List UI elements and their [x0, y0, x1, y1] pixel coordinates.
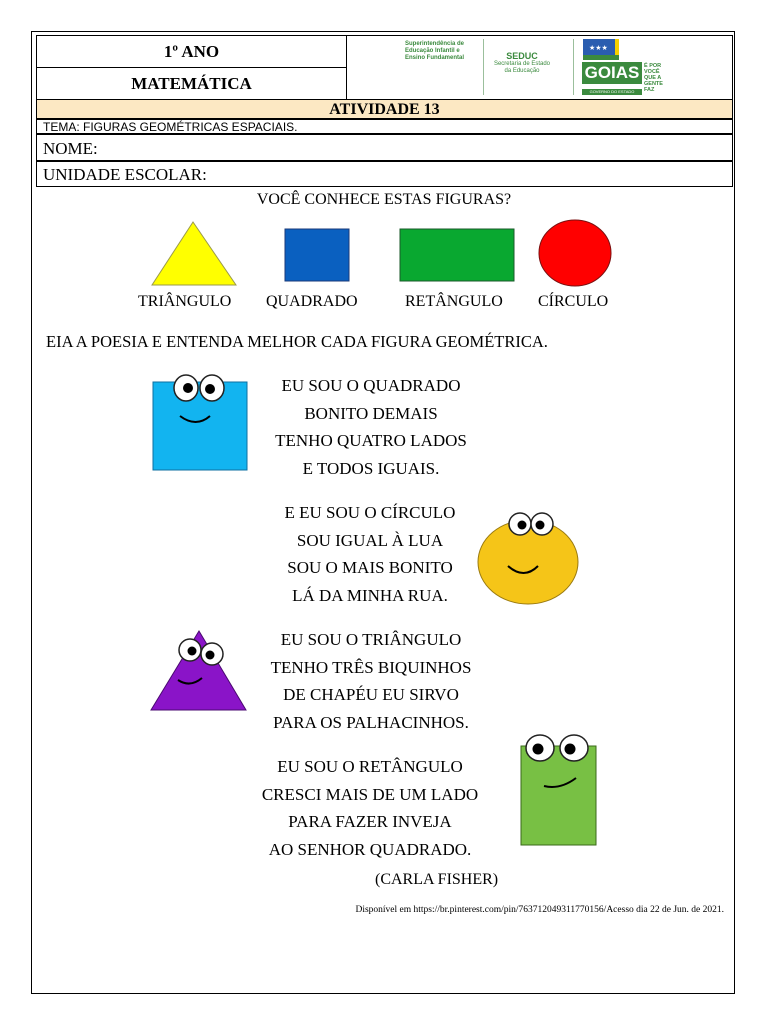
poem-line: CRESCI MAIS DE UM LADO — [261, 784, 479, 804]
poem-rectangle — [240, 753, 500, 863]
square-shape — [284, 228, 352, 284]
goias-logo-text: GOIAS — [584, 63, 640, 82]
school-field[interactable]: UNIDADE ESCOLAR: — [36, 161, 733, 187]
poem-line: AO SENHOR QUADRADO. — [268, 839, 472, 859]
goias-gov-line: GOVERNO DO ESTADO — [589, 89, 635, 94]
svg-text:★★★: ★★★ — [589, 44, 608, 52]
label-retangulo: RETÂNGULO — [405, 293, 503, 310]
circle-shape — [537, 218, 613, 288]
source-citation: Disponível em https://br.pinterest.com/pin/763712049311770156/Acesso dia 22 de Jun. de 2021. — [355, 905, 724, 915]
poem-line: PARA FAZER INVEJA — [288, 812, 452, 831]
poem-line: TENHO TRÊS BIQUINHOS — [270, 657, 472, 677]
poem-line: SOU IGUAL À LUA — [296, 530, 444, 550]
label-circulo: CÍRCULO — [538, 293, 609, 310]
poem-line: DE CHAPÉU EU SIRVO — [283, 685, 459, 704]
square-character-icon — [150, 372, 252, 474]
label-quadrado: QUADRADO — [266, 293, 358, 310]
svg-text:FAZ: FAZ — [644, 87, 655, 93]
poem-line: E EU SOU O CÍRCULO — [284, 503, 456, 522]
poem-line: EU SOU O RETÂNGULO — [277, 757, 463, 776]
poem-line: SOU O MAIS BONITO — [287, 558, 453, 577]
poem-line: TENHO QUATRO LADOS — [275, 431, 467, 450]
poem-triangle — [250, 626, 492, 736]
goias-logo — [581, 37, 671, 97]
logo-divider — [483, 39, 484, 95]
institution-logos — [405, 37, 671, 97]
rectangle-shape — [399, 228, 517, 284]
tema-label: TEMA: FIGURAS GEOMÉTRICAS ESPACIAIS. — [36, 119, 733, 134]
header-left — [36, 35, 347, 100]
circle-character-icon — [476, 510, 582, 606]
label-triangulo: TRIÂNGULO — [138, 293, 232, 310]
poem-line: BONITO DEMAIS — [304, 403, 438, 423]
logo-divider — [573, 39, 574, 95]
subject-label: MATEMÁTICA — [131, 74, 252, 93]
poem-author: (CARLA FISHER) — [375, 871, 499, 888]
svg-text:É POR: É POR — [644, 63, 662, 69]
poem-line: EU SOU O QUADRADO — [281, 376, 461, 395]
triangle-character-icon — [150, 628, 248, 714]
svg-text:GENTE: GENTE — [644, 81, 663, 87]
activity-title: ATIVIDADE 13 — [36, 99, 733, 119]
seduc-logo — [491, 51, 553, 75]
poem-circle — [256, 499, 484, 609]
svg-text:QUE A: QUE A — [644, 75, 662, 81]
grade-label: 1º ANO — [37, 36, 346, 68]
poem-line: PARA OS PALHACINHOS. — [273, 712, 469, 732]
superintendencia-logo-text: Superintendência de Educação Infantil e Ensino Fundamental — [405, 41, 465, 61]
svg-text:VOCÊ: VOCÊ — [644, 69, 660, 75]
poem-line: LÁ DA MINHA RUA. — [292, 585, 448, 605]
triangle-shape — [150, 220, 240, 288]
question-title: VOCÊ CONHECE ESTAS FIGURAS? — [256, 191, 512, 208]
poem-square — [258, 372, 484, 482]
rectangle-character-icon — [518, 732, 600, 848]
poem-line: E TODOS IGUAIS. — [302, 458, 440, 478]
seduc-logo-subtitle: Secretaria de Estado da Educação — [493, 61, 551, 74]
name-field[interactable]: NOME: — [36, 134, 733, 161]
seduc-logo-title: SEDUC — [506, 51, 538, 61]
instruction-text: EIA A POESIA E ENTENDA MELHOR CADA FIGURA GEOMÉTRICA. — [46, 332, 548, 351]
poem-line: EU SOU O TRIÂNGULO — [280, 630, 462, 649]
